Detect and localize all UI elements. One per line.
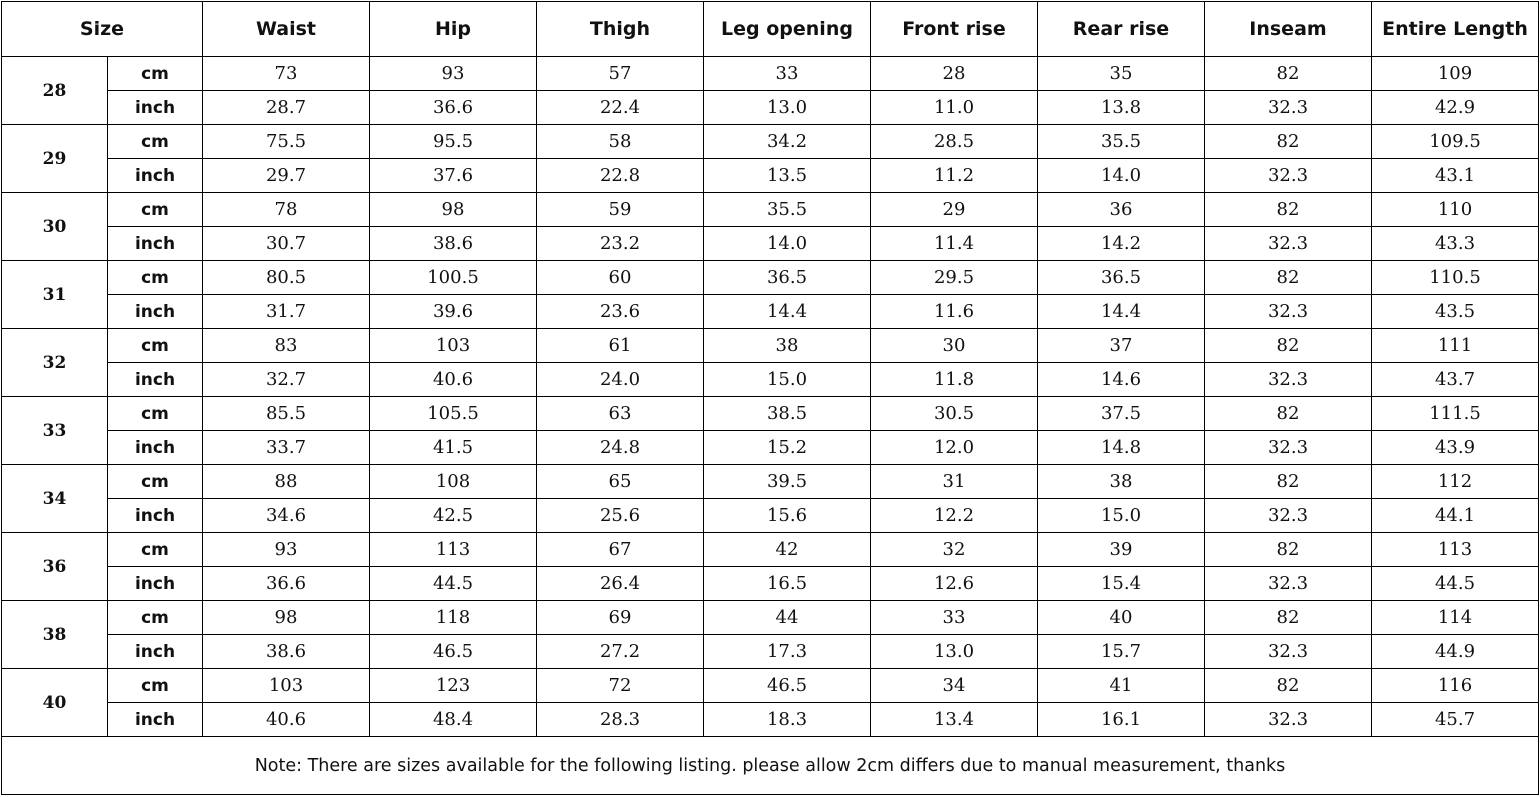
table-row	[2, 465, 1539, 499]
size-label: 29	[2, 125, 108, 193]
leg-opening-cell: 13.5	[704, 159, 871, 193]
inseam-cell: 82	[1205, 193, 1372, 227]
unit-label: inch	[108, 431, 203, 465]
waist-cell: 93	[203, 533, 370, 567]
inseam-header: Inseam	[1205, 2, 1372, 57]
inseam-cell: 82	[1205, 261, 1372, 295]
front-rise-cell: 13.4	[871, 703, 1038, 737]
unit-label: inch	[108, 91, 203, 125]
leg-opening-cell: 46.5	[704, 669, 871, 703]
inseam-cell: 82	[1205, 533, 1372, 567]
table-row	[2, 499, 1539, 533]
rear-rise-cell: 38	[1038, 465, 1205, 499]
table-row	[2, 261, 1539, 295]
table-row	[2, 363, 1539, 397]
front-rise-cell: 34	[871, 669, 1038, 703]
table-row	[2, 431, 1539, 465]
rear-rise-cell: 37.5	[1038, 397, 1205, 431]
entire-length-cell: 116	[1372, 669, 1539, 703]
rear-rise-cell: 35	[1038, 57, 1205, 91]
front-rise-cell: 30	[871, 329, 1038, 363]
entire-length-cell: 45.7	[1372, 703, 1539, 737]
front-rise-cell: 32	[871, 533, 1038, 567]
leg-opening-cell: 13.0	[704, 91, 871, 125]
entire-length-cell: 111.5	[1372, 397, 1539, 431]
thigh-cell: 24.0	[537, 363, 704, 397]
hip-cell: 41.5	[370, 431, 537, 465]
unit-label: inch	[108, 567, 203, 601]
leg-opening-cell: 34.2	[704, 125, 871, 159]
entire-length-cell: 44.5	[1372, 567, 1539, 601]
waist-cell: 88	[203, 465, 370, 499]
rear-rise-cell: 35.5	[1038, 125, 1205, 159]
rear-rise-cell: 15.7	[1038, 635, 1205, 669]
unit-label: inch	[108, 703, 203, 737]
front-rise-cell: 29.5	[871, 261, 1038, 295]
thigh-cell: 61	[537, 329, 704, 363]
hip-cell: 103	[370, 329, 537, 363]
entire-length-cell: 109	[1372, 57, 1539, 91]
front-rise-cell: 12.2	[871, 499, 1038, 533]
waist-cell: 36.6	[203, 567, 370, 601]
inseam-cell: 32.3	[1205, 431, 1372, 465]
entire-length-cell: 109.5	[1372, 125, 1539, 159]
rear-rise-cell: 13.8	[1038, 91, 1205, 125]
thigh-header: Thigh	[537, 2, 704, 57]
hip-cell: 95.5	[370, 125, 537, 159]
size-label: 32	[2, 329, 108, 397]
inseam-cell: 82	[1205, 397, 1372, 431]
waist-cell: 103	[203, 669, 370, 703]
table-row	[2, 669, 1539, 703]
rear-rise-cell: 16.1	[1038, 703, 1205, 737]
inseam-cell: 82	[1205, 125, 1372, 159]
front-rise-cell: 11.0	[871, 91, 1038, 125]
hip-cell: 42.5	[370, 499, 537, 533]
front-rise-cell: 11.8	[871, 363, 1038, 397]
hip-cell: 98	[370, 193, 537, 227]
unit-label: cm	[108, 533, 203, 567]
thigh-cell: 22.4	[537, 91, 704, 125]
entire-length-cell: 110	[1372, 193, 1539, 227]
unit-label: inch	[108, 499, 203, 533]
rear-rise-cell: 14.4	[1038, 295, 1205, 329]
entire-length-cell: 44.1	[1372, 499, 1539, 533]
hip-cell: 48.4	[370, 703, 537, 737]
hip-cell: 36.6	[370, 91, 537, 125]
waist-cell: 33.7	[203, 431, 370, 465]
waist-cell: 98	[203, 601, 370, 635]
leg-opening-cell: 15.0	[704, 363, 871, 397]
table-row	[2, 533, 1539, 567]
front-rise-cell: 12.0	[871, 431, 1038, 465]
unit-label: cm	[108, 601, 203, 635]
table-row	[2, 703, 1539, 737]
rear-rise-cell: 41	[1038, 669, 1205, 703]
table-header	[2, 2, 1539, 57]
leg-opening-cell: 14.0	[704, 227, 871, 261]
thigh-cell: 23.2	[537, 227, 704, 261]
entire-length-header: Entire Length	[1372, 2, 1539, 57]
waist-cell: 78	[203, 193, 370, 227]
header-row	[2, 2, 1539, 57]
inseam-cell: 82	[1205, 669, 1372, 703]
thigh-cell: 59	[537, 193, 704, 227]
thigh-cell: 65	[537, 465, 704, 499]
hip-cell: 37.6	[370, 159, 537, 193]
hip-cell: 93	[370, 57, 537, 91]
unit-label: inch	[108, 227, 203, 261]
leg-opening-cell: 35.5	[704, 193, 871, 227]
unit-label: cm	[108, 465, 203, 499]
waist-cell: 38.6	[203, 635, 370, 669]
size-label: 40	[2, 669, 108, 737]
hip-header: Hip	[370, 2, 537, 57]
unit-label: cm	[108, 261, 203, 295]
waist-cell: 83	[203, 329, 370, 363]
unit-label: inch	[108, 635, 203, 669]
rear-rise-cell: 39	[1038, 533, 1205, 567]
inseam-cell: 32.3	[1205, 635, 1372, 669]
table-row	[2, 601, 1539, 635]
entire-length-cell: 43.7	[1372, 363, 1539, 397]
entire-length-cell: 111	[1372, 329, 1539, 363]
front-rise-cell: 33	[871, 601, 1038, 635]
hip-cell: 39.6	[370, 295, 537, 329]
front-rise-cell: 29	[871, 193, 1038, 227]
thigh-cell: 63	[537, 397, 704, 431]
entire-length-cell: 114	[1372, 601, 1539, 635]
table-row	[2, 125, 1539, 159]
thigh-cell: 58	[537, 125, 704, 159]
unit-label: inch	[108, 363, 203, 397]
leg-opening-cell: 15.2	[704, 431, 871, 465]
front-rise-cell: 30.5	[871, 397, 1038, 431]
unit-label: cm	[108, 125, 203, 159]
leg-opening-cell: 38	[704, 329, 871, 363]
inseam-cell: 82	[1205, 601, 1372, 635]
unit-label: inch	[108, 159, 203, 193]
thigh-cell: 24.8	[537, 431, 704, 465]
table-row	[2, 91, 1539, 125]
waist-cell: 34.6	[203, 499, 370, 533]
front-rise-cell: 12.6	[871, 567, 1038, 601]
entire-length-cell: 113	[1372, 533, 1539, 567]
entire-length-cell: 42.9	[1372, 91, 1539, 125]
waist-cell: 75.5	[203, 125, 370, 159]
unit-label: cm	[108, 669, 203, 703]
front-rise-cell: 11.4	[871, 227, 1038, 261]
unit-label: cm	[108, 57, 203, 91]
leg-opening-cell: 15.6	[704, 499, 871, 533]
table-row	[2, 57, 1539, 91]
inseam-cell: 32.3	[1205, 499, 1372, 533]
inseam-cell: 32.3	[1205, 91, 1372, 125]
size-label: 34	[2, 465, 108, 533]
hip-cell: 38.6	[370, 227, 537, 261]
waist-cell: 40.6	[203, 703, 370, 737]
front-rise-cell: 28.5	[871, 125, 1038, 159]
waist-cell: 29.7	[203, 159, 370, 193]
thigh-cell: 28.3	[537, 703, 704, 737]
front-rise-cell: 11.6	[871, 295, 1038, 329]
table-footer	[2, 737, 1539, 795]
waist-cell: 32.7	[203, 363, 370, 397]
front-rise-cell: 28	[871, 57, 1038, 91]
size-label: 33	[2, 397, 108, 465]
inseam-cell: 32.3	[1205, 295, 1372, 329]
waist-cell: 73	[203, 57, 370, 91]
table-row	[2, 295, 1539, 329]
rear-rise-cell: 40	[1038, 601, 1205, 635]
thigh-cell: 22.8	[537, 159, 704, 193]
rear-rise-cell: 37	[1038, 329, 1205, 363]
rear-rise-cell: 14.2	[1038, 227, 1205, 261]
leg-opening-cell: 17.3	[704, 635, 871, 669]
front-rise-cell: 31	[871, 465, 1038, 499]
unit-label: cm	[108, 329, 203, 363]
size-label: 31	[2, 261, 108, 329]
size-header: Size	[2, 2, 203, 57]
leg-opening-cell: 16.5	[704, 567, 871, 601]
inseam-cell: 32.3	[1205, 703, 1372, 737]
leg-opening-cell: 38.5	[704, 397, 871, 431]
table-body	[2, 57, 1539, 737]
leg-opening-cell: 44	[704, 601, 871, 635]
hip-cell: 123	[370, 669, 537, 703]
entire-length-cell: 43.9	[1372, 431, 1539, 465]
waist-cell: 31.7	[203, 295, 370, 329]
entire-length-cell: 110.5	[1372, 261, 1539, 295]
rear-rise-cell: 14.6	[1038, 363, 1205, 397]
leg-opening-cell: 33	[704, 57, 871, 91]
front-rise-header: Front rise	[871, 2, 1038, 57]
note-row	[2, 737, 1539, 795]
table-row	[2, 635, 1539, 669]
unit-label: inch	[108, 295, 203, 329]
leg-opening-cell: 36.5	[704, 261, 871, 295]
inseam-cell: 32.3	[1205, 363, 1372, 397]
hip-cell: 46.5	[370, 635, 537, 669]
leg-opening-cell: 14.4	[704, 295, 871, 329]
measurement-note: Note: There are sizes available for the following listing. please allow 2cm differs due to manual measurement, thanks	[2, 737, 1539, 795]
size-label: 28	[2, 57, 108, 125]
thigh-cell: 25.6	[537, 499, 704, 533]
size-label: 38	[2, 601, 108, 669]
thigh-cell: 57	[537, 57, 704, 91]
leg-opening-cell: 39.5	[704, 465, 871, 499]
leg-opening-header: Leg opening	[704, 2, 871, 57]
hip-cell: 113	[370, 533, 537, 567]
rear-rise-cell: 15.4	[1038, 567, 1205, 601]
front-rise-cell: 13.0	[871, 635, 1038, 669]
rear-rise-cell: 36	[1038, 193, 1205, 227]
inseam-cell: 82	[1205, 57, 1372, 91]
rear-rise-cell: 14.0	[1038, 159, 1205, 193]
thigh-cell: 67	[537, 533, 704, 567]
unit-label: cm	[108, 193, 203, 227]
rear-rise-cell: 36.5	[1038, 261, 1205, 295]
leg-opening-cell: 42	[704, 533, 871, 567]
entire-length-cell: 43.1	[1372, 159, 1539, 193]
thigh-cell: 26.4	[537, 567, 704, 601]
hip-cell: 105.5	[370, 397, 537, 431]
size-chart-table	[1, 1, 1539, 795]
waist-header: Waist	[203, 2, 370, 57]
unit-label: cm	[108, 397, 203, 431]
hip-cell: 108	[370, 465, 537, 499]
table-row	[2, 329, 1539, 363]
table-row	[2, 227, 1539, 261]
hip-cell: 118	[370, 601, 537, 635]
hip-cell: 40.6	[370, 363, 537, 397]
thigh-cell: 69	[537, 601, 704, 635]
waist-cell: 85.5	[203, 397, 370, 431]
table-row	[2, 397, 1539, 431]
inseam-cell: 32.3	[1205, 159, 1372, 193]
table-row	[2, 159, 1539, 193]
thigh-cell: 60	[537, 261, 704, 295]
thigh-cell: 27.2	[537, 635, 704, 669]
waist-cell: 30.7	[203, 227, 370, 261]
rear-rise-cell: 14.8	[1038, 431, 1205, 465]
thigh-cell: 72	[537, 669, 704, 703]
front-rise-cell: 11.2	[871, 159, 1038, 193]
table-row	[2, 193, 1539, 227]
rear-rise-header: Rear rise	[1038, 2, 1205, 57]
entire-length-cell: 44.9	[1372, 635, 1539, 669]
size-label: 36	[2, 533, 108, 601]
waist-cell: 28.7	[203, 91, 370, 125]
hip-cell: 44.5	[370, 567, 537, 601]
rear-rise-cell: 15.0	[1038, 499, 1205, 533]
hip-cell: 100.5	[370, 261, 537, 295]
waist-cell: 80.5	[203, 261, 370, 295]
inseam-cell: 82	[1205, 329, 1372, 363]
thigh-cell: 23.6	[537, 295, 704, 329]
size-label: 30	[2, 193, 108, 261]
entire-length-cell: 112	[1372, 465, 1539, 499]
table-row	[2, 567, 1539, 601]
inseam-cell: 82	[1205, 465, 1372, 499]
entire-length-cell: 43.5	[1372, 295, 1539, 329]
inseam-cell: 32.3	[1205, 227, 1372, 261]
inseam-cell: 32.3	[1205, 567, 1372, 601]
entire-length-cell: 43.3	[1372, 227, 1539, 261]
leg-opening-cell: 18.3	[704, 703, 871, 737]
